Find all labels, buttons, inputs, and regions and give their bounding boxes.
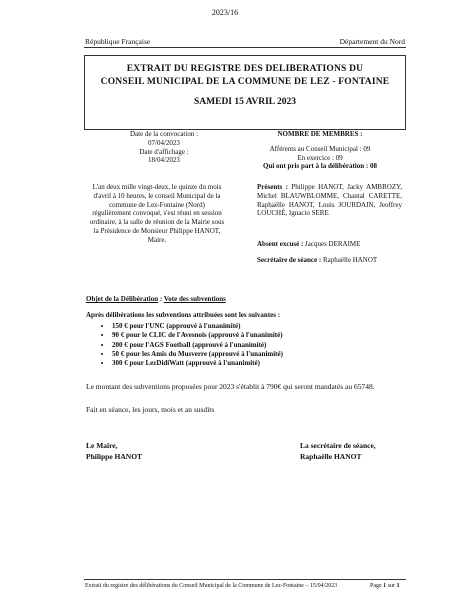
signature-maire [86, 440, 142, 463]
page-of: sur [387, 583, 396, 589]
members-title: NOMBRE DE MEMBRES : [277, 130, 363, 138]
subvention-item: • 200 € pour l'AGS Football (approuvé à l'unanimité) [112, 341, 412, 350]
header-rule [84, 47, 406, 48]
title-line-2: CONSEIL MUNICIPAL DE LA COMMUNE DE LEZ - FONTAINE [100, 77, 390, 87]
fait-en-seance: Fait en séance, les jours, mois et an susdits [86, 405, 215, 414]
objet-value: Vote des subventions [163, 295, 226, 303]
affichage-date: 18/04/2023 [148, 156, 180, 165]
objet-separator: : [158, 295, 164, 303]
objet-label: Objet de la Délibération [86, 295, 159, 303]
header-republique: République Française [85, 37, 151, 46]
title-box [84, 55, 406, 130]
secretaire-role: La secrétaire de séance, [300, 441, 376, 450]
secretary-label: Secrétaire de séance : [257, 256, 322, 264]
meeting-date: SAMEDI 15 AVRIL 2023 [194, 97, 296, 107]
subvention-item: • 50 € pour les Amis du Musverre (approuvé à l'unanimité) [112, 350, 412, 359]
secretaire-name: Raphaëlle HANOT [300, 452, 362, 462]
footer-rule [84, 579, 406, 580]
presents-names: Philippe HANOT, Jacky AMBROZY, Michel BLAUWBLOMME, Chantal CARETTE, Raphaëlle HANOT, Louis JOURDAIN, Jeoffrey LOUCHÉ, Ignacio SERE [257, 183, 403, 218]
subvention-item: • 150 € pour l'UNC (approuvé à l'unanimité) [112, 322, 412, 331]
subvention-item: • 90 € pour le CLIC de l'Avesnois (approuvé à l'unanimité) [112, 331, 412, 340]
objet-line [86, 295, 406, 304]
title-line-1: EXTRAIT DU REGISTRE DES DELIBERATIONS DU [126, 64, 364, 74]
members-afferents: Afférents au Conseil Municipal : 09 [269, 144, 371, 153]
presents-block [257, 183, 402, 218]
page-number [370, 583, 400, 589]
secretary-name: Raphaëlle HANOT [322, 256, 378, 264]
page-prefix: Page [370, 583, 382, 589]
page-current: 1 [383, 583, 387, 589]
subventions-intro: Après délibérations les subventions attribuées sont les suivantes : [86, 311, 281, 319]
maire-name: Philippe HANOT [86, 452, 143, 462]
members-deliberation: Qui ont pris part à la délibération : 08 [263, 162, 377, 171]
signature-secretaire [300, 440, 376, 463]
document-reference: 2023/16 [211, 8, 239, 17]
page-total: 1 [396, 583, 400, 589]
convocation-block [104, 130, 224, 165]
absent-label: Absent excusé : [257, 240, 304, 248]
montant-paragraph: Le montant des subventions proposées pour 2023 s'établit à 790€ qui seront mandatés au 65748. [86, 382, 375, 391]
presents-label: Présents : [257, 183, 288, 191]
convocation-date: 07/04/2023 [148, 138, 180, 147]
maire-role: Le Maire, [86, 441, 118, 450]
meeting-narrative: L'an deux mille vingt-deux, le quinze du mois d'avril à 10 heures, le conseil Municipal de la commune de Lez-Fontaine (Nord) régulièrement convoqué, s'est réuni en session ordinaire, à la salle de réunion de la Mairie sous la Présidence de Monsieur Philippe HANOT, Maire. [89, 183, 225, 244]
members-exercice: En exercice : 09 [297, 153, 343, 162]
secretary-block [257, 256, 407, 265]
absent-block [257, 240, 407, 249]
header-departement: Département du Nord [339, 37, 405, 46]
members-block [245, 130, 395, 171]
subventions-list [100, 322, 412, 368]
affichage-label: Date d'affichage : [139, 147, 189, 156]
absent-name: Jacques DERAIME [305, 240, 361, 248]
subvention-item: • 300 € pour LezDidiWatt (approuvé à l'unanimité) [112, 359, 412, 368]
footer-text: Extrait du registre des délibérations du Conseil Municipal de la Commune de Lez-Fontaine – 15/04/2023 [85, 583, 338, 589]
convocation-label: Date de la convocation : [129, 130, 199, 138]
